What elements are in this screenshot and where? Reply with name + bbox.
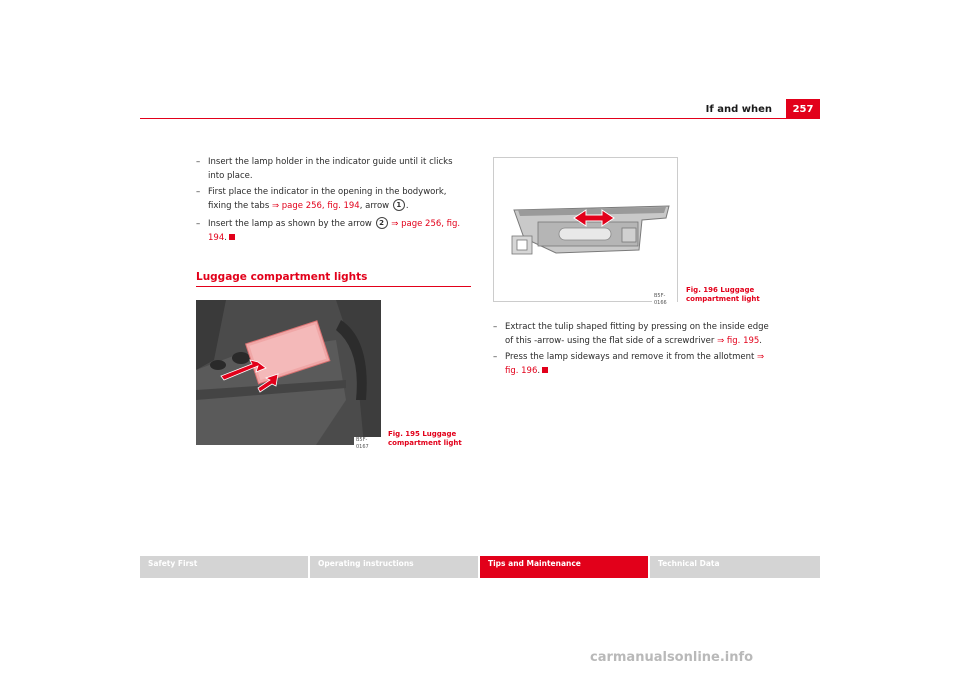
- step-text: [493, 350, 778, 378]
- step-text-part: .: [759, 336, 762, 346]
- watermark: carmanualsonline.info: [590, 650, 754, 665]
- page-number: 257: [786, 99, 820, 119]
- tab-technical-data[interactable]: Technical Data: [650, 556, 820, 578]
- step-extract-fitting: [493, 320, 778, 348]
- step-insert-lamp-holder: [196, 155, 471, 183]
- step-text-part: First place the indicator in the opening in the bodywork, fixing the tabs: [208, 187, 447, 211]
- caption-line: Fig. 196 Luggage: [686, 286, 755, 294]
- step-text-part: Extract the tulip shaped fitting by pressing on the inside edge of this -arrow- using the flat side of a screwdriver: [505, 322, 769, 346]
- page-reference-link[interactable]: ⇒ page 256, fig. 194: [271, 201, 360, 211]
- luggage-light-photo-icon: [196, 300, 381, 445]
- caption-line: Fig. 195 Luggage: [388, 430, 457, 438]
- section-rule: [196, 286, 471, 287]
- step-dash: –: [196, 219, 201, 229]
- step-dash: –: [493, 322, 498, 332]
- figure-reference-link[interactable]: ⇒ fig. 195: [717, 336, 760, 346]
- tab-operating-instructions[interactable]: Operating instructions: [310, 556, 478, 578]
- step-text-part: , arrow: [359, 201, 392, 211]
- step-place-indicator: [196, 185, 471, 213]
- figure-reference-link[interactable]: ⇒ fig. 196: [505, 352, 765, 376]
- header-title: If and when: [705, 104, 772, 115]
- caption-line: compartment light: [388, 439, 462, 447]
- figure-code: B5F-0167: [354, 437, 381, 451]
- header-rule: [140, 118, 820, 119]
- callout-2-icon: 2: [376, 217, 388, 229]
- figure-195: [196, 300, 381, 450]
- step-text-part: .: [537, 366, 541, 376]
- step-text: [493, 320, 778, 348]
- step-dash: –: [493, 352, 498, 362]
- tab-tips-and-maintenance[interactable]: Tips and Maintenance: [480, 556, 648, 578]
- step-text: [196, 217, 471, 245]
- step-press-lamp: [493, 350, 778, 378]
- figure-196: [493, 157, 678, 306]
- caption-line: compartment light: [686, 295, 760, 303]
- step-dash: –: [196, 187, 201, 197]
- end-mark-icon: [229, 234, 235, 240]
- lamp-holder-diagram-icon: [494, 158, 677, 301]
- step-text-part: Insert the lamp as shown by the arrow: [208, 219, 375, 229]
- step-text-part: Press the lamp sideways and remove it from the allotment: [505, 352, 758, 362]
- step-text: First place the indicator in the opening in the bodywork, fixing the tabs ⇒ page 256, fig. 194, arrow 1 .: [208, 187, 447, 211]
- step-text: Insert the lamp holder in the indicator guide until it clicks into place.: [208, 157, 453, 181]
- tab-safety-first[interactable]: Safety First: [140, 556, 308, 578]
- step-insert-lamp: [196, 217, 471, 245]
- page-reference-link[interactable]: ⇒ page 256, fig. 194: [208, 219, 461, 243]
- step-text-part: .: [224, 233, 227, 243]
- footer-nav: [140, 556, 820, 578]
- step-dash: –: [196, 157, 201, 167]
- section-title: Luggage compartment lights: [196, 271, 368, 283]
- figure-196-caption: [686, 286, 760, 304]
- figure-code: B5F-0166: [652, 293, 677, 307]
- callout-1-icon: 1: [393, 199, 405, 211]
- end-mark-icon: [542, 367, 548, 373]
- figure-195-caption: [388, 430, 462, 448]
